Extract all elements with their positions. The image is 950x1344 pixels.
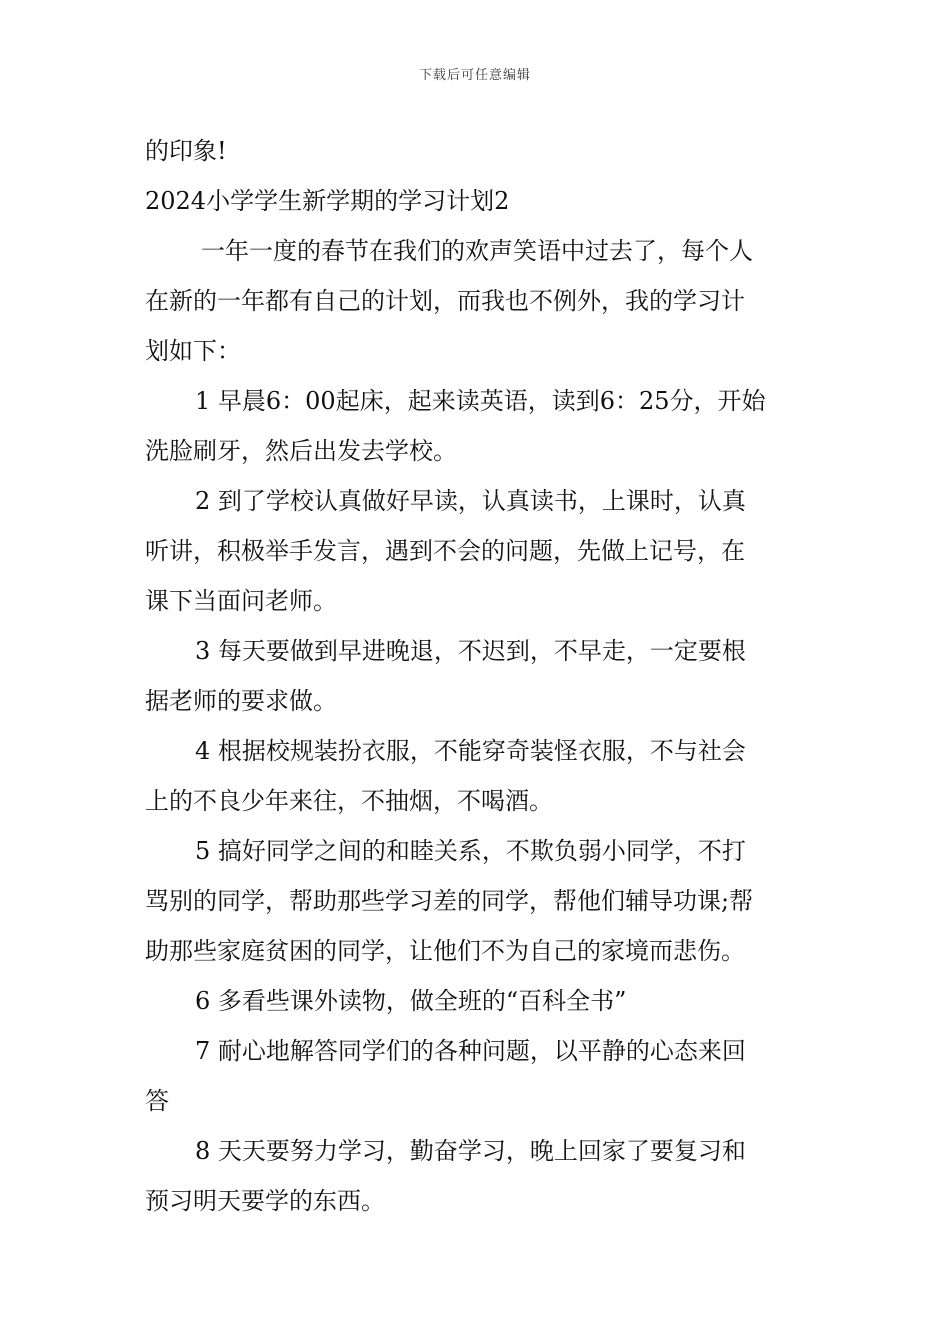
header-note: 下载后可任意编辑 (418, 68, 531, 83)
list-item-line: 4 根据校规装扮衣服，不能穿奇装怪衣服，不与社会 (195, 737, 746, 765)
text-line: 的印象! (145, 137, 227, 165)
list-item-line: 听讲，积极举手发言，遇到不会的问题，先做上记号，在 (145, 537, 745, 565)
list-item-line: 5 搞好同学之间的和睦关系，不欺负弱小同学，不打 (195, 837, 746, 865)
document-body (145, 126, 807, 1226)
list-item-line: 3 每天要做到早进晚退，不迟到，不早走，一定要根 (195, 637, 746, 665)
paragraph-line: 在新的一年都有自己的计划，而我也不例外，我的学习计 (145, 287, 745, 315)
section-title: 2024小学学生新学期的学习计划2 (145, 187, 510, 215)
list-item-line: 2 到了学校认真做好早读，认真读书，上课时，认真 (195, 487, 746, 515)
list-item-line: 7 耐心地解答同学们的各种问题，以平静的心态来回 (195, 1037, 746, 1065)
list-item-line: 课下当面问老师。 (145, 587, 337, 615)
list-item-line: 骂别的同学，帮助那些学习差的同学，帮他们辅导功课;帮 (145, 887, 754, 915)
list-item-line: 预习明天要学的东西。 (145, 1187, 385, 1215)
list-item-line: 据老师的要求做。 (145, 687, 337, 715)
list-item-line: 洗脸刷牙，然后出发去学校。 (145, 437, 457, 465)
list-item-line: 答 (145, 1087, 169, 1115)
list-item-line: 8 天天要努力学习，勤奋学习，晚上回家了要复习和 (195, 1137, 746, 1165)
paragraph-line: 一年一度的春节在我们的欢声笑语中过去了，每个人 (201, 237, 753, 265)
list-item-line: 6 多看些课外读物，做全班的“百科全书” (195, 987, 627, 1015)
list-item-line: 助那些家庭贫困的同学，让他们不为自己的家境而悲伤。 (145, 937, 745, 965)
paragraph-line: 划如下： (145, 337, 241, 365)
list-item-line: 上的不良少年来往，不抽烟，不喝酒。 (145, 787, 553, 815)
list-item-line: 1 早晨6：00起床，起来读英语，读到6：25分，开始 (195, 387, 766, 415)
